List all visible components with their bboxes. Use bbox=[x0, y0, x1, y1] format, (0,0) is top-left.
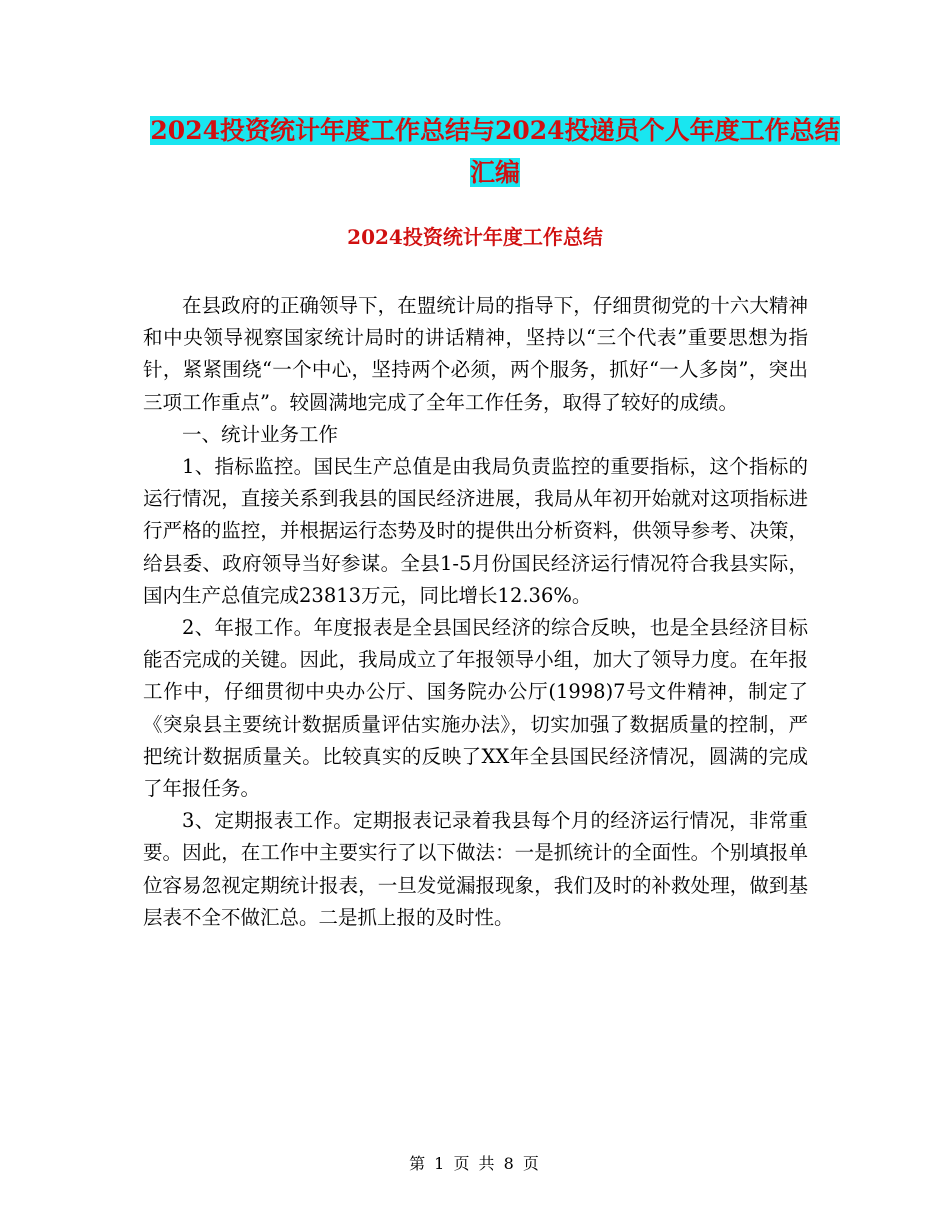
paragraph-periodic-report: 3、定期报表工作。定期报表记录着我县每个月的经济运行情况，非常重要。因此，在工作中主要实行了以下做法：一是抓统计的全面性。个别填报单位容易忽视定期统计报表，一旦发觉漏报现象，我们及时的补救处理，做到基层表不全不做汇总。二是抓上报的及时性。 bbox=[143, 809, 808, 929]
paragraph-annual-report: 2、年报工作。年度报表是全县国民经济的综合反映，也是全县经济目标能否完成的关键。因此，我局成立了年报领导小组，加大了领导力度。在年报工作中，仔细贯彻中央办公厅、国务院办公厅(1998)7号文件精神，制定了《突泉县主要统计数据质量评估实施办法》，切实加强了数据质量的控制，严把统计数据质量关。比较真实的反映了XX年全县国民经济情况，圆满的完成了年报任务。 bbox=[143, 616, 808, 801]
body-text bbox=[143, 290, 808, 934]
paragraph-indicator-monitoring: 1、指标监控。国民生产总值是由我局负责监控的重要指标，这个指标的运行情况，直接关系到我县的国民经济进展，我局从年初开始就对这项指标进行严格的监控，并根据运行态势及时的提供出分析资料，供领导参考、决策，给县委、政府领导当好参谋。全县1-5月份国民经济运行情况符合我县实际，国内生产总值完成23813万元，同比增长12.36%。 bbox=[143, 455, 808, 607]
paragraph-heading-1: 一、统计业务工作 bbox=[182, 422, 339, 446]
page-footer: 第 1 页 共 8 页 bbox=[409, 1154, 541, 1173]
paragraph-intro: 在县政府的正确领导下，在盟统计局的指导下，仔细贯彻党的十六大精神和中央领导视察国家统计局时的讲话精神，坚持以“三个代表”重要思想为指针，紧紧围绕“一个中心，坚持两个必须，两个服务，抓好“一人多岗”，突出三项工作重点”。较圆满地完成了全年工作任务，取得了较好的成绩。 bbox=[143, 294, 808, 414]
main-title bbox=[140, 110, 850, 194]
section-title: 2024投资统计年度工作总结 bbox=[347, 225, 603, 249]
main-title-text: 2024投资统计年度工作总结与2024投递员个人年度工作总结汇编 bbox=[150, 116, 840, 187]
